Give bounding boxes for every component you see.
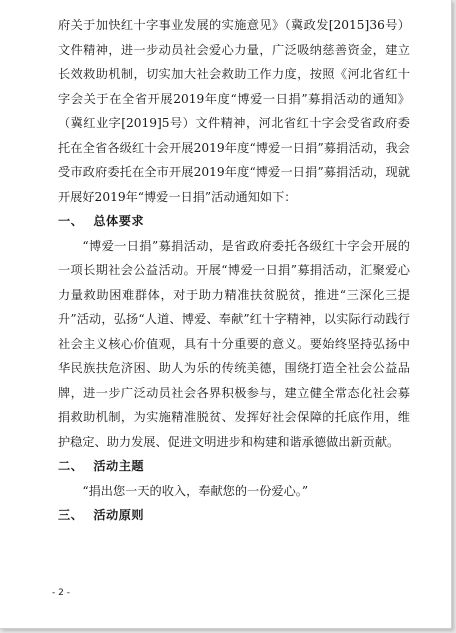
section-heading-1: [58, 209, 410, 234]
activity-theme-paragraph: “捐出您一天的收入，奉献您的一份爱心。”: [82, 483, 309, 498]
intro-paragraph: 府关于加快红十字事业发展的实施意见》（冀政发[2015]36号）文件精神，进一步动员社会爱心力量，广泛吸纳慈善资金，建立长效救助机制，切实加大社会救助工作力度，按照《河北省红十字会关于在全省开展2019年度“博爱一日捐”募捐活动的通知》（冀红业字[2019]5号）文件精神，河北省红十字会受省政府委托在全省各级红十会开展2019年度“博爱一日捐”募捐活动，我会受市政府委托在全市开展2019年度“博爱一日捐”募捐活动，现就开展好2019年“博爱一日捐”活动通知如下：: [58, 18, 410, 204]
section-title: 活动原则: [93, 508, 145, 522]
section-number: 二、: [58, 459, 84, 473]
document-body: [58, 13, 410, 528]
section-number: 一、: [58, 214, 84, 228]
section-title: 总体要求: [93, 214, 145, 228]
overall-requirements-paragraph: “博爱一日捐”募捐活动，是省政府委托各级红十字会开展的一项长期社会公益活动。开展“博爱一日捐”募捐活动，汇聚爱心力量救助困难群体，对于助力精准扶贫脱贫，推进“三深化三提升”活动，弘扬“人道、博爱、奉献”红十字精神，以实际行动践行社会主义核心价值观，具有十分重要的意义。要始终坚持弘扬中华民族扶危济困、助人为乐的传统美德，围绕打造全社会公益品牌，进一步广泛动员社会各界积极参与，建立健全常态化社会募捐救助机制，为实施精准脱贫、发挥好社会保障的托底作用，维护稳定、助力发展、促进文明进步和构建和谐承德做出新贡献。: [58, 238, 410, 449]
page-number: - 2 -: [52, 588, 70, 598]
section-title: 活动主题: [93, 459, 145, 473]
section-number: 三、: [58, 508, 84, 522]
section-heading-3: [58, 503, 410, 528]
section-heading-2: [58, 454, 410, 479]
